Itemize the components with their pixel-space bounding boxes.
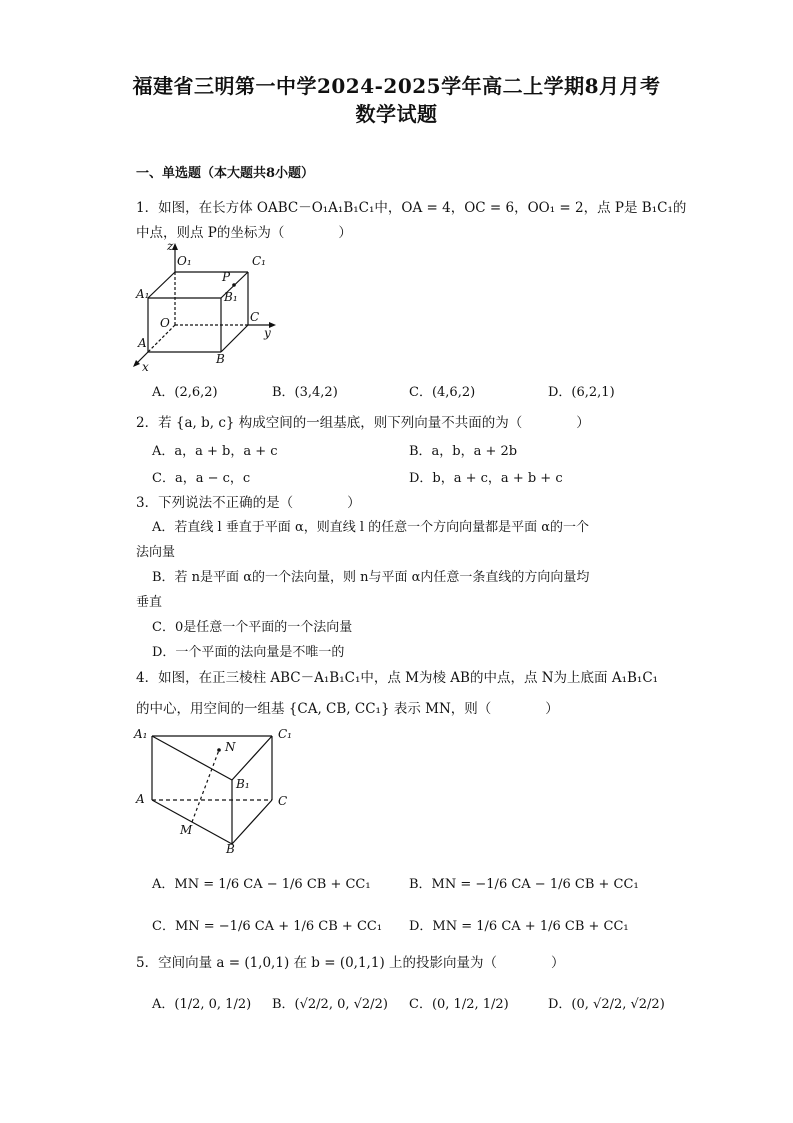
q1-option-c: C．(4,6,2) [409, 385, 476, 400]
q4-option-c: C．MN = −1/6 CA + 1/6 CB + CC₁ [152, 919, 383, 934]
fig4-label-a: A [136, 792, 145, 806]
fig1-label-c1: C₁ [252, 254, 266, 268]
fig4-label-c1: C₁ [278, 727, 292, 741]
fig1-label-x: x [142, 360, 149, 374]
fig1-label-p: P [222, 270, 231, 284]
fig1-label-o1: O₁ [177, 254, 192, 268]
q2-stem: 2．若 {a, b, c} 构成空间的一组基底，则下列向量不共面的为（ ） [136, 415, 590, 431]
fig4-label-n: N [225, 740, 236, 754]
prism-figure [140, 726, 300, 854]
q5-stem: 5．空间向量 a = (1,0,1) 在 b = (0,1,1) 上的投影向量为（ ） [136, 955, 565, 971]
fig1-label-a: A [138, 336, 147, 350]
page-title-line2: 数学试题 [355, 102, 438, 126]
fig1-label-b1: B₁ [224, 290, 238, 304]
q2-option-b: B．a，b，a + 2b [409, 444, 518, 459]
fig4-label-a1: A₁ [134, 727, 148, 741]
q1-option-a: A．(2,6,2) [152, 385, 218, 400]
fig4-label-c: C [278, 794, 288, 808]
q4-option-b: B．MN = −1/6 CA − 1/6 CB + CC₁ [409, 877, 639, 892]
fig4-label-b1: B₁ [236, 777, 250, 791]
q5-option-a: A．(1/2, 0, 1/2) [152, 997, 252, 1012]
q3-option-b-line1: B．若 n是平面 α的一个法向量，则 n与平面 α内任意一条直线的方向向量均 [152, 570, 590, 585]
fig1-label-y: y [264, 326, 271, 340]
fig4-label-b: B [226, 842, 235, 856]
q5-option-d: D．(0, √2/2, √2/2) [548, 997, 665, 1012]
q3-option-b-line2: 垂直 [136, 595, 163, 610]
q1-option-d: D．(6,2,1) [548, 385, 615, 400]
q3-option-c: C．0是任意一个平面的一个法向量 [152, 620, 353, 635]
q4-option-a: A．MN = 1/6 CA − 1/6 CB + CC₁ [152, 877, 371, 892]
q4-option-d: D．MN = 1/6 CA + 1/6 CB + CC₁ [409, 919, 629, 934]
fig1-label-a1: A₁ [136, 287, 150, 301]
fig1-label-b: B [216, 352, 225, 366]
fig1-label-z: z [167, 239, 174, 253]
fig1-label-c: C [250, 310, 260, 324]
q3-option-a-line1: A．若直线 l 垂直于平面 α，则直线 l 的任意一个方向向量都是平面 α的一个 [152, 520, 590, 535]
q1-option-b: B．(3,4,2) [272, 385, 338, 400]
q5-option-c: C．(0, 1/2, 1/2) [409, 997, 509, 1012]
q4-stem-line2: 的中心，用空间的一组基 {CA, CB, CC₁} 表示 MN，则（ ） [136, 701, 559, 717]
q5-option-b: B．(√2/2, 0, √2/2) [272, 997, 388, 1012]
q1-stem-line1: 1．如图，在长方体 OABC－O₁A₁B₁C₁中，OA = 4，OC = 6，OO₁ = 2，点 P是 B₁C₁的 [136, 200, 687, 216]
q2-option-c: C．a，a − c，c [152, 471, 251, 486]
q4-stem-line1: 4．如图，在正三棱柱 ABC－A₁B₁C₁中，点 M为棱 AB的中点，点 N为上底面 A₁B₁C₁ [136, 670, 659, 686]
page-title-line1: 福建省三明第一中学2024-2025学年高二上学期8月月考 [132, 74, 661, 98]
q1-stem-line2: 中点，则点 P的坐标为（ ） [136, 225, 352, 241]
fig1-label-o: O [160, 316, 170, 330]
q3-option-d: D．一个平面的法向量是不唯一的 [152, 645, 345, 660]
section-heading: 一、单选题（本大题共8小题） [136, 166, 315, 181]
q2-option-a: A．a，a + b，a + c [152, 444, 278, 459]
q3-option-a-line2: 法向量 [136, 545, 176, 560]
q3-stem: 3．下列说法不正确的是（ ） [136, 495, 361, 511]
q2-option-d: D．b，a + c，a + b + c [409, 471, 563, 486]
fig4-label-m: M [180, 823, 193, 837]
